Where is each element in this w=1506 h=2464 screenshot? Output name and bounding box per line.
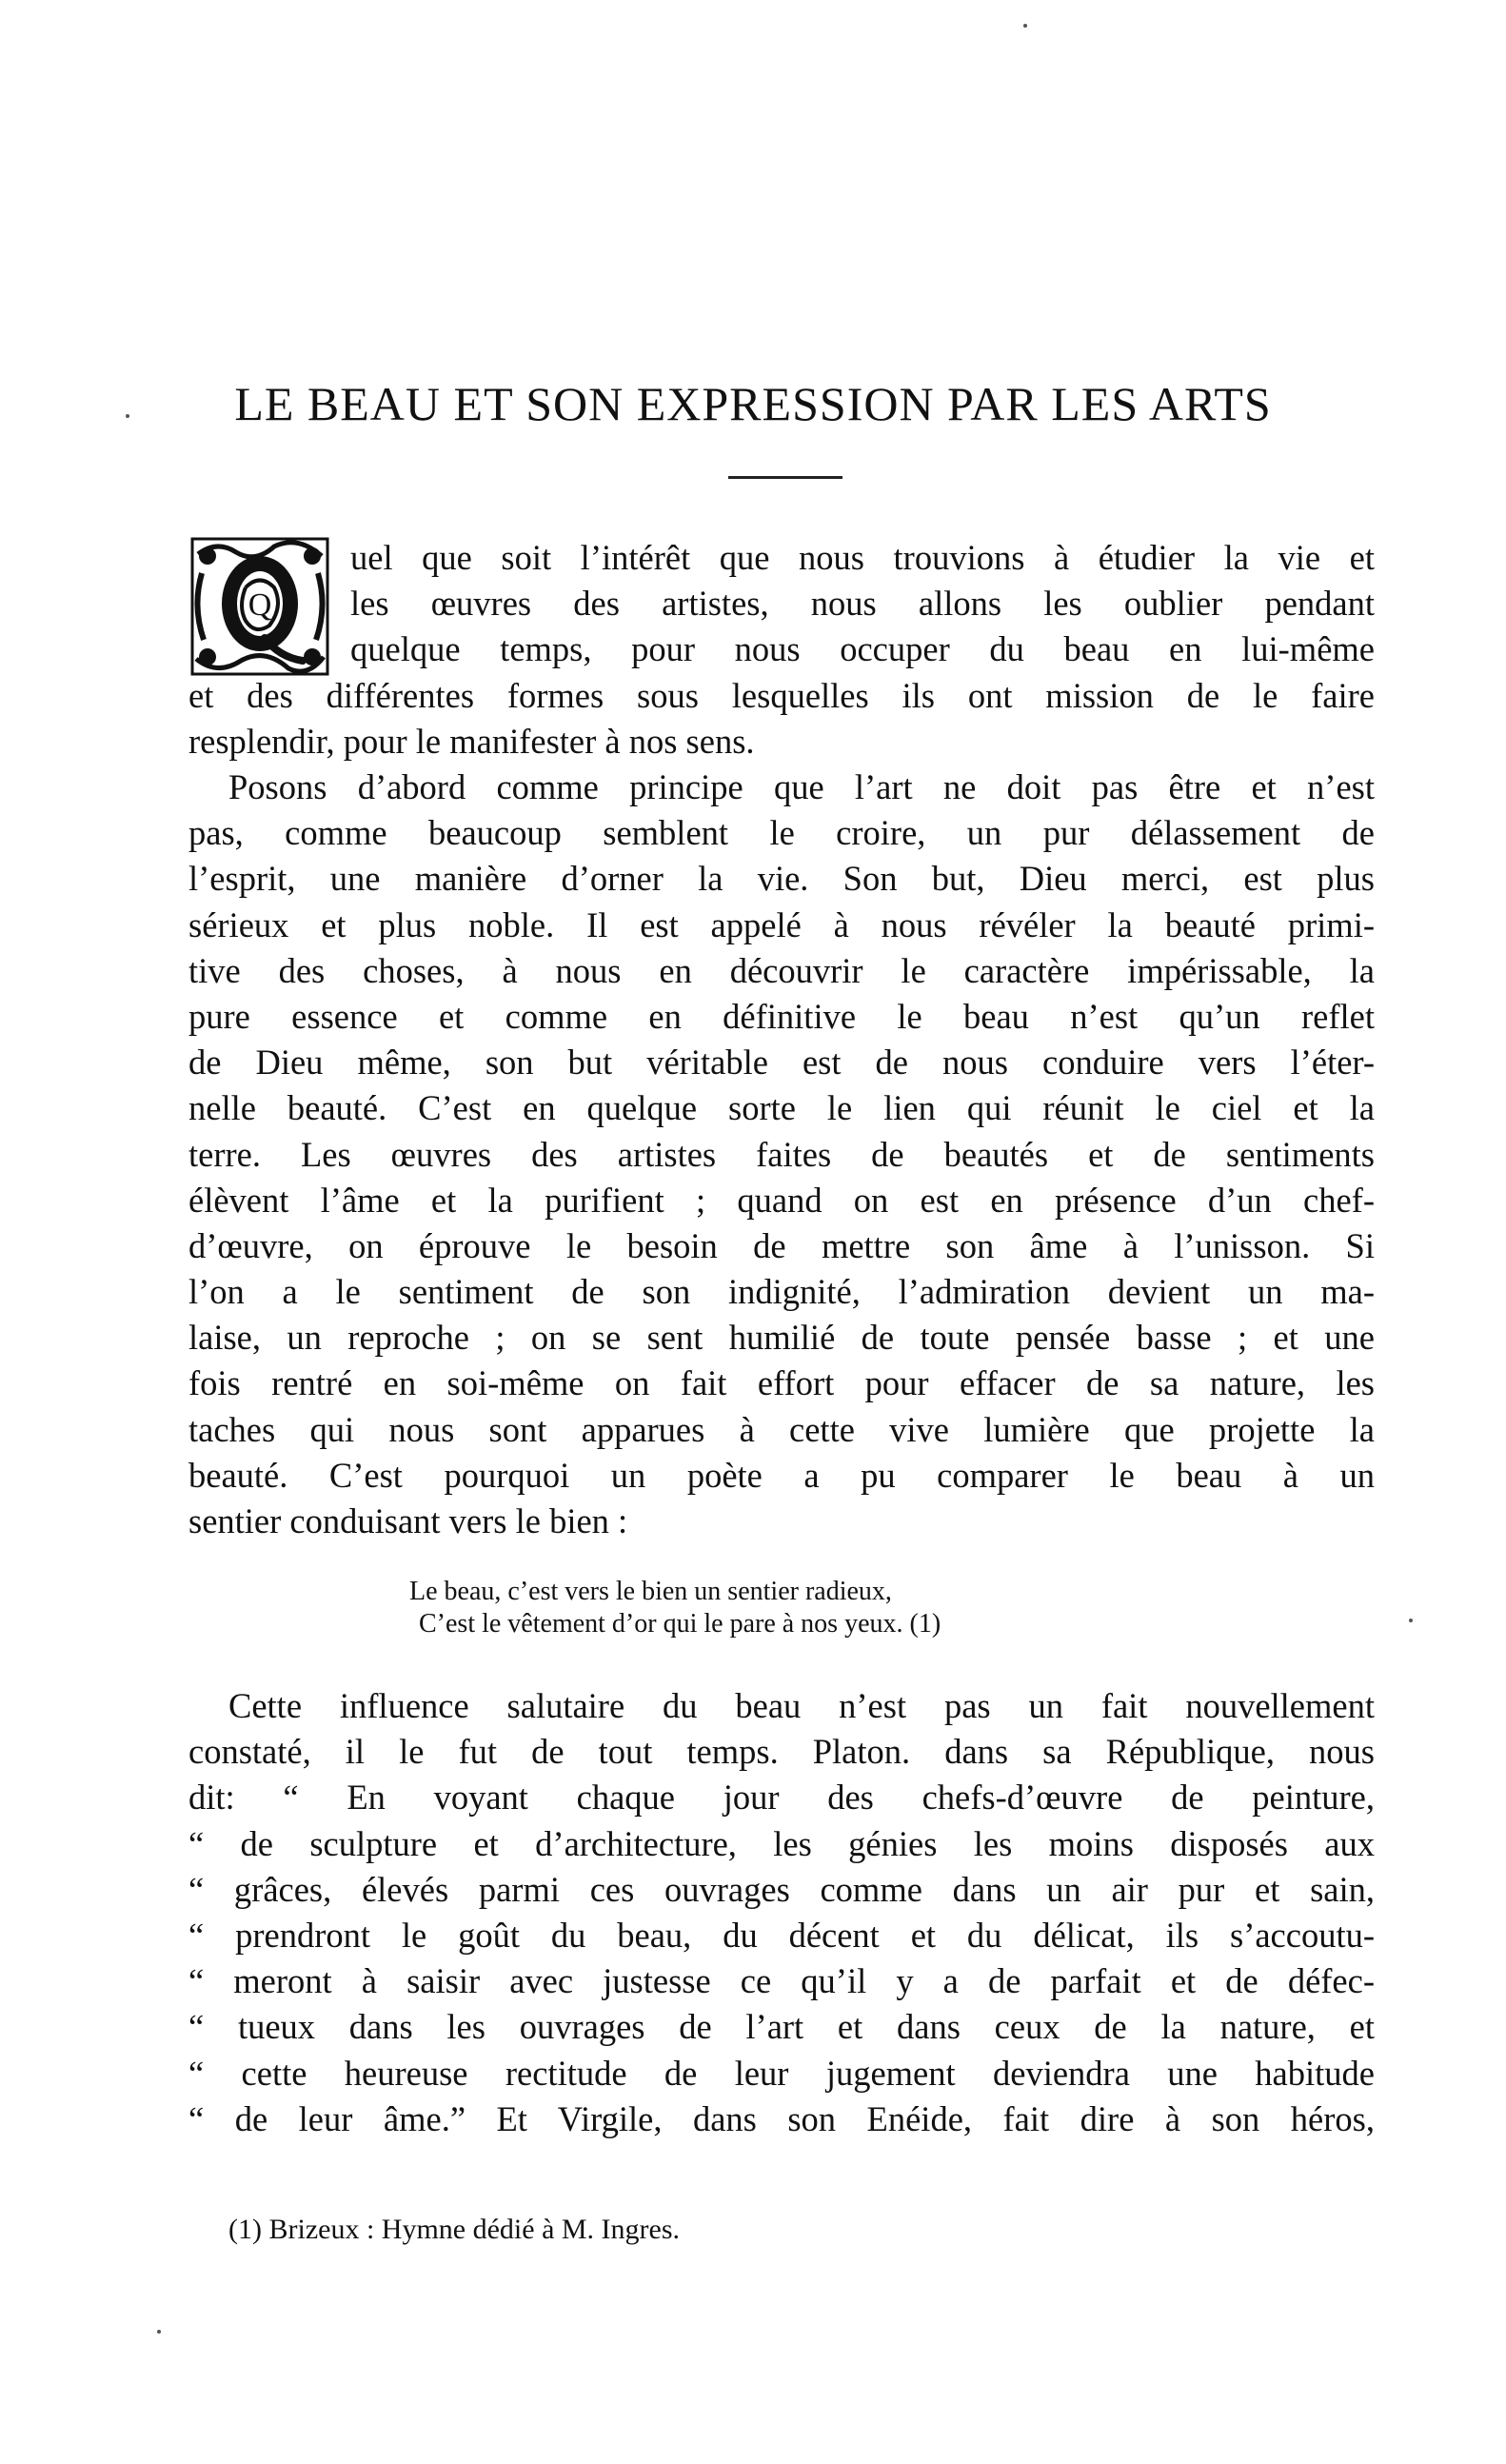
verse-line: C’est le vêtement d’or qui le pare à nos yeux. (1) [419, 1609, 941, 1639]
text-line: les œuvres des artistes, nous allons les oublier pendant [350, 584, 1375, 624]
text-line: beauté. C’est pourquoi un poète a pu comparer le beau à un [188, 1455, 1375, 1495]
text-line: “ cette heureuse rectitude de leur jugement deviendra une habitude [188, 2053, 1375, 2093]
paragraph-3 [188, 1683, 1375, 2142]
verse-quotation [409, 1576, 1171, 1640]
text-line: resplendir, pour le manifester à nos sens. [188, 721, 755, 761]
text-line: de Dieu même, son but véritable est de nous conduire vers l’éter- [188, 1043, 1375, 1083]
text-line: nelle beauté. C’est en quelque sorte le lien qui réunit le ciel et la [188, 1088, 1375, 1128]
text-line: “ de sculpture et d’architecture, les génies les moins disposés aux [188, 1823, 1375, 1863]
text-line: “ meront à saisir avec justesse ce qu’il y a de parfait et de défec- [188, 1961, 1375, 2001]
footnote: (1) Brizeux : Hymne dédié à M. Ingres. [228, 2214, 681, 2245]
dropcap-letter: Q [248, 587, 272, 623]
scan-speck [1023, 24, 1027, 28]
scan-speck [126, 414, 129, 418]
text-line: constaté, il le fut de tout temps. Platon. dans sa République, nous [188, 1732, 1375, 1772]
scan-speck [1409, 1619, 1413, 1622]
text-line: élèvent l’âme et la purifient ; quand on est en présence d’un chef- [188, 1180, 1375, 1220]
text-line: sérieux et plus noble. Il est appelé à nous révéler la beauté primi- [188, 904, 1375, 944]
text-line: d’œuvre, on éprouve le besoin de mettre son âme à l’unisson. Si [188, 1225, 1375, 1265]
text-line: Cette influence salutaire du beau n’est pas un fait nouvellement [228, 1686, 1375, 1725]
text-line: “ tueux dans les ouvrages de l’art et dans ceux de la nature, et [188, 2007, 1375, 2047]
text-line: dit: “ En voyant chaque jour des chefs-d’œuvre de peinture, [188, 1778, 1375, 1818]
text-line: “ prendront le goût du beau, du décent et du délicat, ils s’accoutu- [188, 1915, 1375, 1955]
text-line: et des différentes formes sous lesquelles ils ont mission de le faire [188, 675, 1375, 715]
text-line: quelque temps, pour nous occuper du beau en lui-même [350, 629, 1375, 669]
text-line: uel que soit l’intérêt que nous trouvions à étudier la vie et [350, 538, 1375, 577]
paragraph-2 [188, 765, 1375, 1544]
text-line: sentier conduisant vers le bien : [188, 1501, 628, 1540]
text-line: “ de leur âme.” Et Virgile, dans son Enéide, fait dire à son héros, [188, 2098, 1375, 2138]
text-line: laise, un reproche ; on se sent humilié de toute pensée basse ; et une [188, 1318, 1375, 1358]
title-rule [728, 476, 842, 479]
chapter-title: LE BEAU ET SON EXPRESSION PAR LES ARTS [234, 377, 1272, 430]
paragraph-1 [188, 535, 1375, 765]
text-line: terre. Les œuvres des artistes faites de beautés et de sentiments [188, 1134, 1375, 1174]
text-line: “ grâces, élevés parmi ces ouvrages comme dans un air pur et sain, [188, 1869, 1375, 1909]
verse-line: Le beau, c’est vers le bien un sentier radieux, [409, 1577, 892, 1606]
text-line: pure essence et comme en définitive le beau n’est qu’un reflet [188, 996, 1375, 1036]
text-line: fois rentré en soi-même on fait effort pour effacer de sa nature, les [188, 1363, 1375, 1403]
text-line: l’esprit, une manière d’orner la vie. Son but, Dieu merci, est plus [188, 859, 1375, 899]
text-line: pas, comme beaucoup semblent le croire, un pur délassement de [188, 813, 1375, 853]
scan-speck [157, 2330, 161, 2334]
text-line: Posons d’abord comme principe que l’art ne doit pas être et n’est [228, 767, 1375, 806]
text-line: tive des choses, à nous en découvrir le caractère impérissable, la [188, 950, 1375, 990]
text-line: taches qui nous sont apparues à cette vive lumière que projette la [188, 1409, 1375, 1449]
text-line: l’on a le sentiment de son indignité, l’admiration devient un ma- [188, 1272, 1375, 1312]
